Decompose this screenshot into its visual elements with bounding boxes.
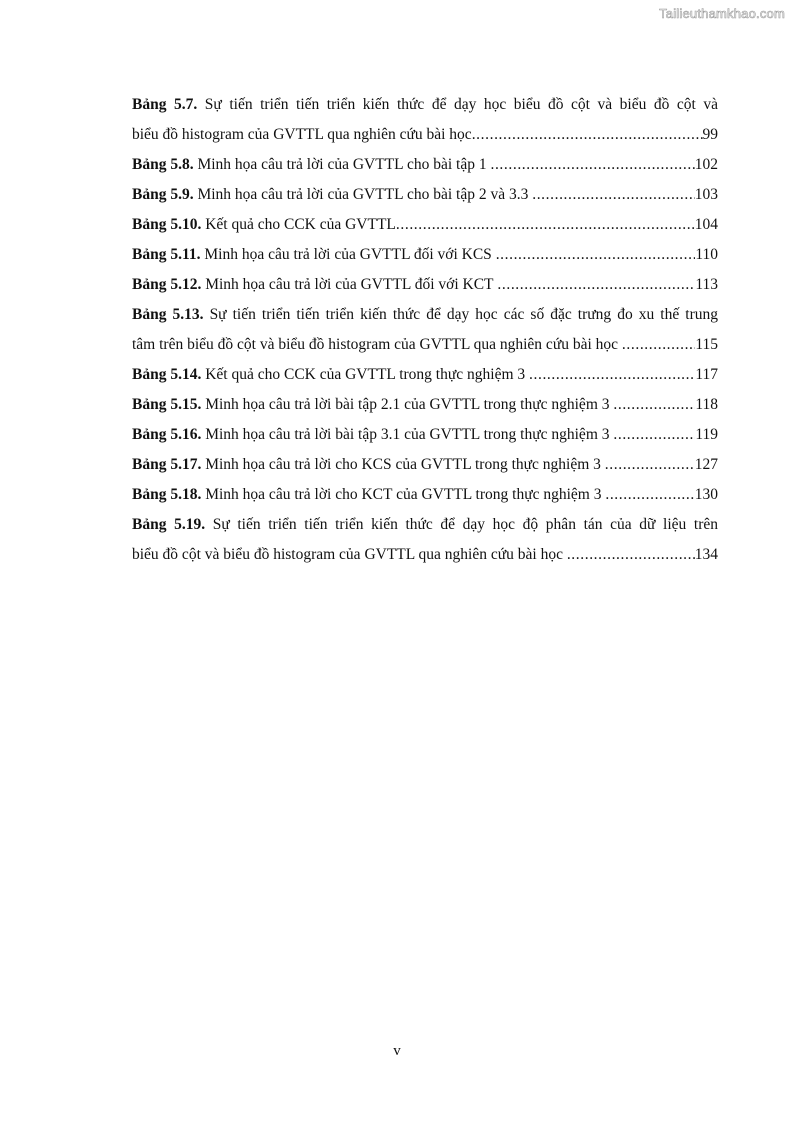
toc-entry-5-12[interactable] <box>132 270 718 300</box>
toc-entry-5-7-line-2[interactable] <box>132 120 718 150</box>
dot-leader <box>622 330 695 360</box>
toc-entry-5-18[interactable] <box>132 480 718 510</box>
toc-entry-label: Bảng 5.17. <box>132 456 202 473</box>
dot-leader <box>490 150 694 180</box>
toc-entry-5-17[interactable] <box>132 450 718 480</box>
toc-entry-label: Bảng 5.8. <box>132 156 194 173</box>
toc-entry-label: Bảng 5.13. <box>132 306 204 323</box>
toc-entry-label: Bảng 5.9. <box>132 186 194 203</box>
toc-entry-page: 99 <box>702 126 718 143</box>
dot-leader <box>496 240 696 270</box>
toc-entry-page: 127 <box>694 456 718 473</box>
toc-entry-label: Bảng 5.15. <box>132 396 202 413</box>
toc-entry-5-14[interactable] <box>132 360 718 390</box>
toc-entry-5-19-line-1[interactable] <box>132 510 718 540</box>
watermark-text: Tailieuthamkhao.com <box>659 6 785 21</box>
toc-entry-title: Minh họa câu trả lời cho KCS của GVTTL trong thực nghiệm 3 <box>205 456 601 473</box>
toc-entry-label: Bảng 5.11. <box>132 246 201 263</box>
toc-entry-title: Minh họa câu trả lời bài tập 3.1 của GVTTL trong thực nghiệm 3 <box>205 426 610 443</box>
dot-leader <box>396 210 695 240</box>
dot-leader <box>605 480 694 510</box>
toc-entry-page: 110 <box>695 246 718 263</box>
toc-entry-label: Bảng 5.7. <box>132 96 198 113</box>
toc-entry-title: Sự tiến triển tiến triển kiến thức để dạy học các số đặc trưng đo xu thế trung <box>209 306 718 323</box>
toc-entry-title: Kết quả cho CCK của GVTTL <box>205 216 396 233</box>
toc-entry-5-10[interactable] <box>132 210 718 240</box>
toc-entry-5-9[interactable] <box>132 180 718 210</box>
toc-entry-title: Minh họa câu trả lời của GVTTL đối với KCS <box>204 246 492 263</box>
toc-entry-label: Bảng 5.19. <box>132 516 206 533</box>
toc-entry-5-19-line-2[interactable] <box>132 540 718 570</box>
dot-leader <box>567 540 695 570</box>
toc-entry-title: Minh họa câu trả lời của GVTTL đối với KCT <box>205 276 494 293</box>
toc-entry-title: Sự tiến triển tiến triển kiến thức để dạy học độ phân tán của dữ liệu trên <box>212 516 718 533</box>
toc-entry-label: Bảng 5.16. <box>132 426 202 443</box>
toc-entry-label: Bảng 5.18. <box>132 486 202 503</box>
toc-entry-title: Minh họa câu trả lời cho KCT của GVTTL trong thực nghiệm 3 <box>205 486 602 503</box>
dot-leader <box>613 390 695 420</box>
toc-entry-page: 130 <box>694 486 718 503</box>
dot-leader <box>497 270 695 300</box>
toc-entry-page: 103 <box>694 186 718 203</box>
toc-entry-5-11[interactable] <box>132 240 718 270</box>
dot-leader <box>532 180 695 210</box>
dot-leader <box>472 120 703 150</box>
toc-entry-title: Minh họa câu trả lời bài tập 2.1 của GVTTL trong thực nghiệm 3 <box>205 396 610 413</box>
toc-entry-page: 102 <box>694 156 718 173</box>
dot-leader <box>529 360 695 390</box>
toc-entry-page: 134 <box>694 546 718 563</box>
dot-leader <box>613 420 695 450</box>
toc-entry-5-13-line-2[interactable] <box>132 330 718 360</box>
toc-entry-label: Bảng 5.14. <box>132 366 202 383</box>
toc-entry-page: 115 <box>695 336 718 353</box>
toc-entry-title: Minh họa câu trả lời của GVTTL cho bài tập 2 và 3.3 <box>197 186 529 203</box>
dot-leader <box>605 450 695 480</box>
toc-entry-page: 119 <box>695 426 718 443</box>
toc-entry-5-7-line-1[interactable] <box>132 90 718 120</box>
toc-entry-5-13-line-1[interactable] <box>132 300 718 330</box>
toc-entry-5-8[interactable] <box>132 150 718 180</box>
toc-entry-title: tâm trên biểu đồ cột và biểu đồ histogram của GVTTL qua nghiên cứu bài học <box>132 336 619 353</box>
toc-entry-title: biểu đồ histogram của GVTTL qua nghiên cứu bài học <box>132 126 472 143</box>
toc-entry-page: 104 <box>694 216 718 233</box>
page-number: v <box>393 1043 401 1059</box>
toc-entry-title: Kết quả cho CCK của GVTTL trong thực nghiệm 3 <box>205 366 526 383</box>
toc-entry-5-15[interactable] <box>132 390 718 420</box>
toc-entry-page: 117 <box>695 366 718 383</box>
toc-entry-label: Bảng 5.10. <box>132 216 202 233</box>
toc-entry-title: Sự tiến triển tiến triển kiến thức để dạy học biểu đồ cột và biểu đồ cột và <box>204 96 718 113</box>
toc-entry-page: 118 <box>695 396 718 413</box>
toc-entry-title: Minh họa câu trả lời của GVTTL cho bài tập 1 <box>197 156 487 173</box>
toc-entry-label: Bảng 5.12. <box>132 276 202 293</box>
toc-entry-5-16[interactable] <box>132 420 718 450</box>
table-of-tables <box>132 90 718 570</box>
toc-entry-page: 113 <box>695 276 718 293</box>
toc-entry-title: biểu đồ cột và biểu đồ histogram của GVTTL qua nghiên cứu bài học <box>132 546 563 563</box>
